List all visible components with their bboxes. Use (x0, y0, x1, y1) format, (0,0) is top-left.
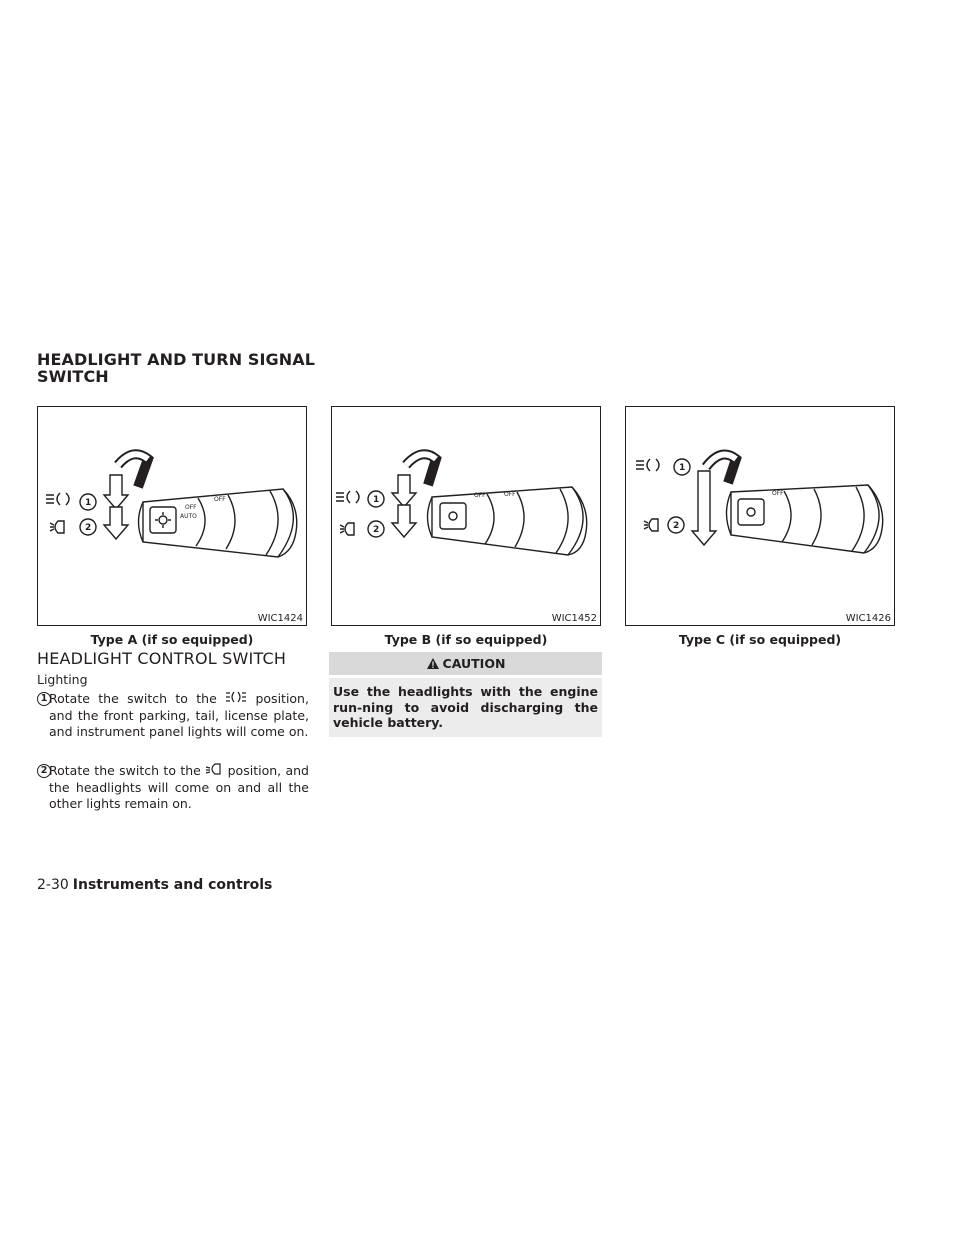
parking-lights-icon (225, 691, 247, 708)
chapter-title: Instruments and controls (72, 877, 273, 893)
list-item (37, 691, 309, 741)
callout-2: 2 (673, 521, 680, 531)
item-text-after: position, and the front parking, tail, license plate, and instrument panel lights will come on. (49, 691, 309, 740)
switch-text-off-2: OFF (214, 496, 226, 503)
headlight-switch-illustration-b (332, 407, 600, 625)
heading: HEADLIGHT CONTROL SWITCH (37, 649, 287, 668)
headlight-switch-illustration-a (38, 407, 306, 625)
callout-1: 1 (85, 498, 92, 508)
switch-text-auto: AUTO (180, 513, 197, 520)
figure-caption-c: Type C (if so equipped) (678, 632, 842, 647)
caution-box (329, 652, 602, 737)
step-number: 1 (37, 692, 51, 706)
figure-type-c (625, 406, 895, 626)
caution-title: CAUTION (442, 656, 506, 671)
switch-text-off-1: OFF (474, 492, 486, 499)
page-number: 2-30 (37, 877, 69, 893)
figure-caption-b: Type B (if so equipped) (384, 632, 548, 647)
headlight-icon (205, 763, 223, 780)
page-footer (37, 877, 272, 893)
warning-triangle-icon (426, 657, 440, 670)
section-title-line-1: HEADLIGHT AND TURN SIGNAL (37, 350, 316, 369)
callout-2: 2 (85, 523, 92, 533)
item-body (49, 691, 309, 741)
section-title-line-2: SWITCH (37, 367, 109, 386)
item-body (49, 763, 309, 813)
figure-code: WIC1426 (845, 613, 891, 624)
caution-text: Use the headlights with the engine run-ning to avoid discharging the vehicle battery. (329, 678, 602, 737)
figure-code: WIC1424 (257, 613, 303, 624)
item-text-after: position, and the headlights will come on and all the other lights remain on. (49, 763, 309, 812)
caution-header (329, 652, 602, 675)
headlight-switch-illustration-c (626, 407, 894, 625)
switch-text-off-2: OFF (504, 491, 516, 498)
figure-type-b (331, 406, 601, 626)
callout-1: 1 (679, 463, 686, 473)
callout-1: 1 (373, 495, 380, 505)
item-text-before: Rotate the switch to the (49, 763, 201, 778)
callout-2: 2 (373, 525, 380, 535)
figure-code: WIC1452 (551, 613, 597, 624)
figure-caption-a: Type A (if so equipped) (90, 632, 254, 647)
switch-text-off-1: OFF (185, 504, 197, 511)
subheading: Lighting (37, 672, 88, 687)
section-title (37, 351, 315, 385)
switch-text-off: OFF (772, 490, 784, 497)
list-item (37, 763, 309, 813)
figure-type-a (37, 406, 307, 626)
step-number: 2 (37, 764, 51, 778)
item-text-before: Rotate the switch to the (49, 691, 217, 706)
